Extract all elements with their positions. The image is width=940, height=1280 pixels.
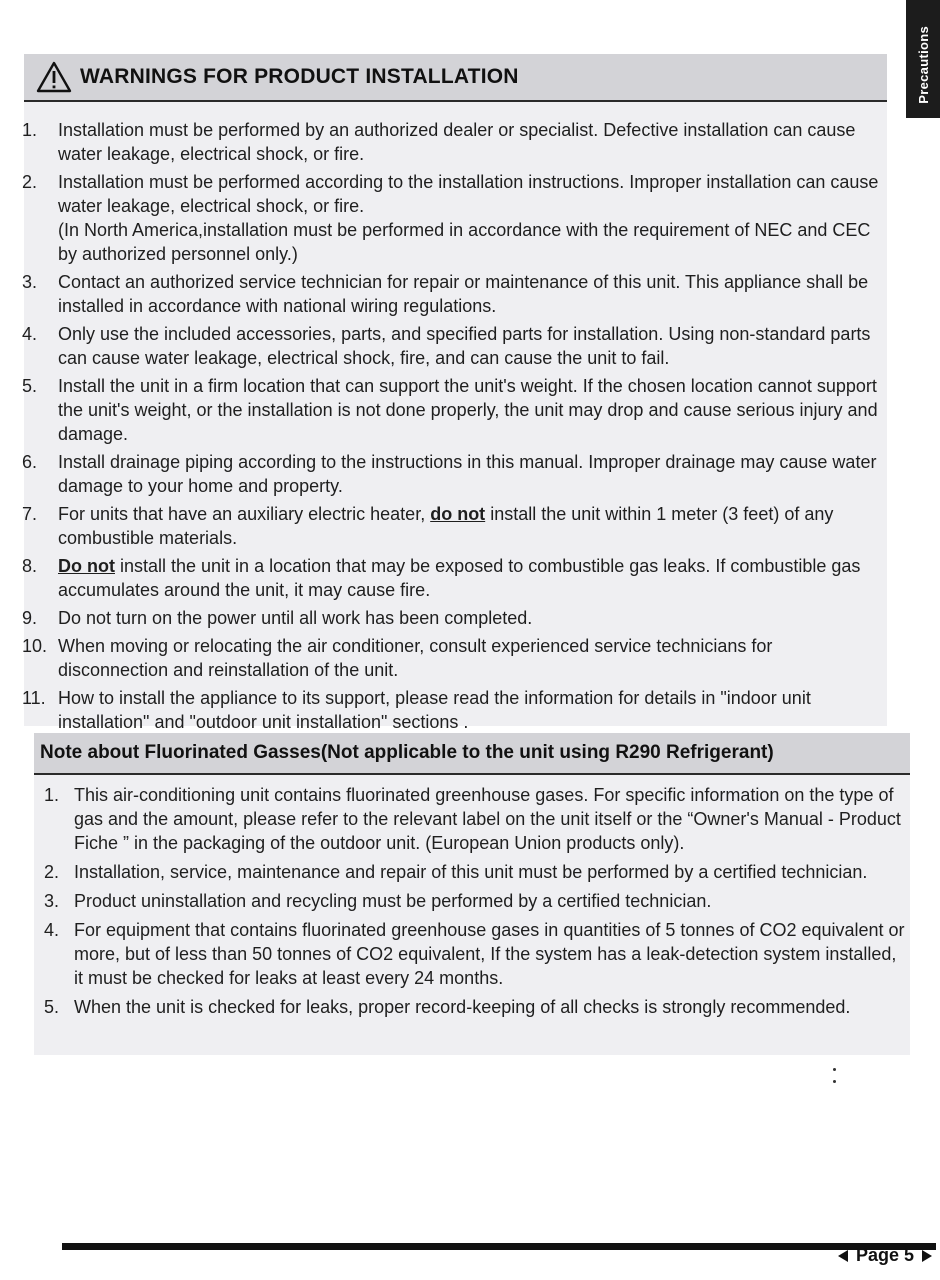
warnings-list (24, 118, 887, 738)
list-item: 4. For equipment that contains fluorinated greenhouse gases in quantities of 5 tonnes of CO2 equivalent or more, but of less than 50 tonnes of CO2 equivalent, If the system has a leak-detection system installed, it must be checked for leaks at least every 24 months. (44, 920, 905, 988)
gasses-list (34, 783, 910, 1024)
list-item: 5. When the unit is checked for leaks, proper record-keeping of all checks is strongly recommended. (44, 997, 851, 1017)
footer-rule (62, 1243, 936, 1250)
list-item: 10. When moving or relocating the air conditioner, consult experienced service technicians for disconnection and reinstallation of the unit. (22, 636, 773, 680)
page-number: Page 5 (855, 1245, 914, 1265)
list-item: 5. Install the unit in a firm location that can support the unit's weight. If the chosen location cannot support the unit's weight, or the installation is not done properly, the unit may drop and cause serious injury and damage. (22, 376, 878, 444)
gasses-title: Note about Fluorinated Gasses(Not applicable to the unit using R290 Refrigerant) (40, 742, 774, 763)
list-item: 6. Install drainage piping according to the instructions in this manual. Improper drainage may cause water damage to your home and property. (22, 452, 877, 496)
page-indicator (838, 1245, 932, 1266)
next-page-arrow-icon (922, 1250, 932, 1262)
warnings-header (24, 54, 887, 102)
list-item: 11. How to install the appliance to its support, please read the information for details in "indoor unit installation" and "outdoor unit installation" sections . (22, 688, 811, 732)
list-item: 7. For units that have an auxiliary electric heater, do not install the unit within 1 meter (3 feet) of any combustible materials. (22, 504, 834, 548)
list-item: 9. Do not turn on the power until all work has been completed. (22, 608, 533, 628)
previous-page-arrow-icon (838, 1250, 848, 1262)
gasses-header (34, 733, 910, 775)
list-item: 3. Product uninstallation and recycling must be performed by a certified technician. (44, 891, 712, 911)
list-item: 4. Only use the included accessories, parts, and specified parts for installation. Using non-standard parts can cause water leakage, electrical shock, fire, and can cause the unit to fail. (22, 324, 871, 368)
section-tab-precautions (906, 0, 940, 118)
list-item: 2. Installation must be performed according to the installation instructions. Improper installation can cause water leakage, electrical shock, or fire. (In North America,installation must be performed in accordance with the requirement of NEC and CEC by authorized personnel only.) (22, 172, 879, 264)
section-tab-label: Precautions (915, 26, 931, 104)
list-item: 8. Do not install the unit in a location that may be exposed to combustible gas leaks. If combustible gas accumulates around the unit, it may cause fire. (22, 556, 861, 600)
warnings-section (22, 54, 887, 732)
list-item: 1. Installation must be performed by an authorized dealer or specialist. Defective installation can cause water leakage, electrical shock, or fire. (22, 120, 856, 164)
list-item: 3. Contact an authorized service technician for repair or maintenance of this unit. This appliance shall be installed in accordance with national wiring regulations. (22, 272, 869, 316)
warning-triangle-icon (36, 61, 72, 93)
fluorinated-gasses-section (34, 733, 910, 1055)
warnings-title: WARNINGS FOR PRODUCT INSTALLATION (80, 65, 519, 88)
list-item: 2. Installation, service, maintenance and repair of this unit must be performed by a certified technician. (44, 862, 868, 882)
scan-specks (833, 1068, 837, 1092)
list-item: 1. This air-conditioning unit contains fluorinated greenhouse gases. For specific information on the type of gas and the amount, please refer to the relevant label on the unit itself or the “Owner's Manual - Product Fiche ” in the packaging of the outdoor unit. (European Union products only). (44, 785, 901, 853)
